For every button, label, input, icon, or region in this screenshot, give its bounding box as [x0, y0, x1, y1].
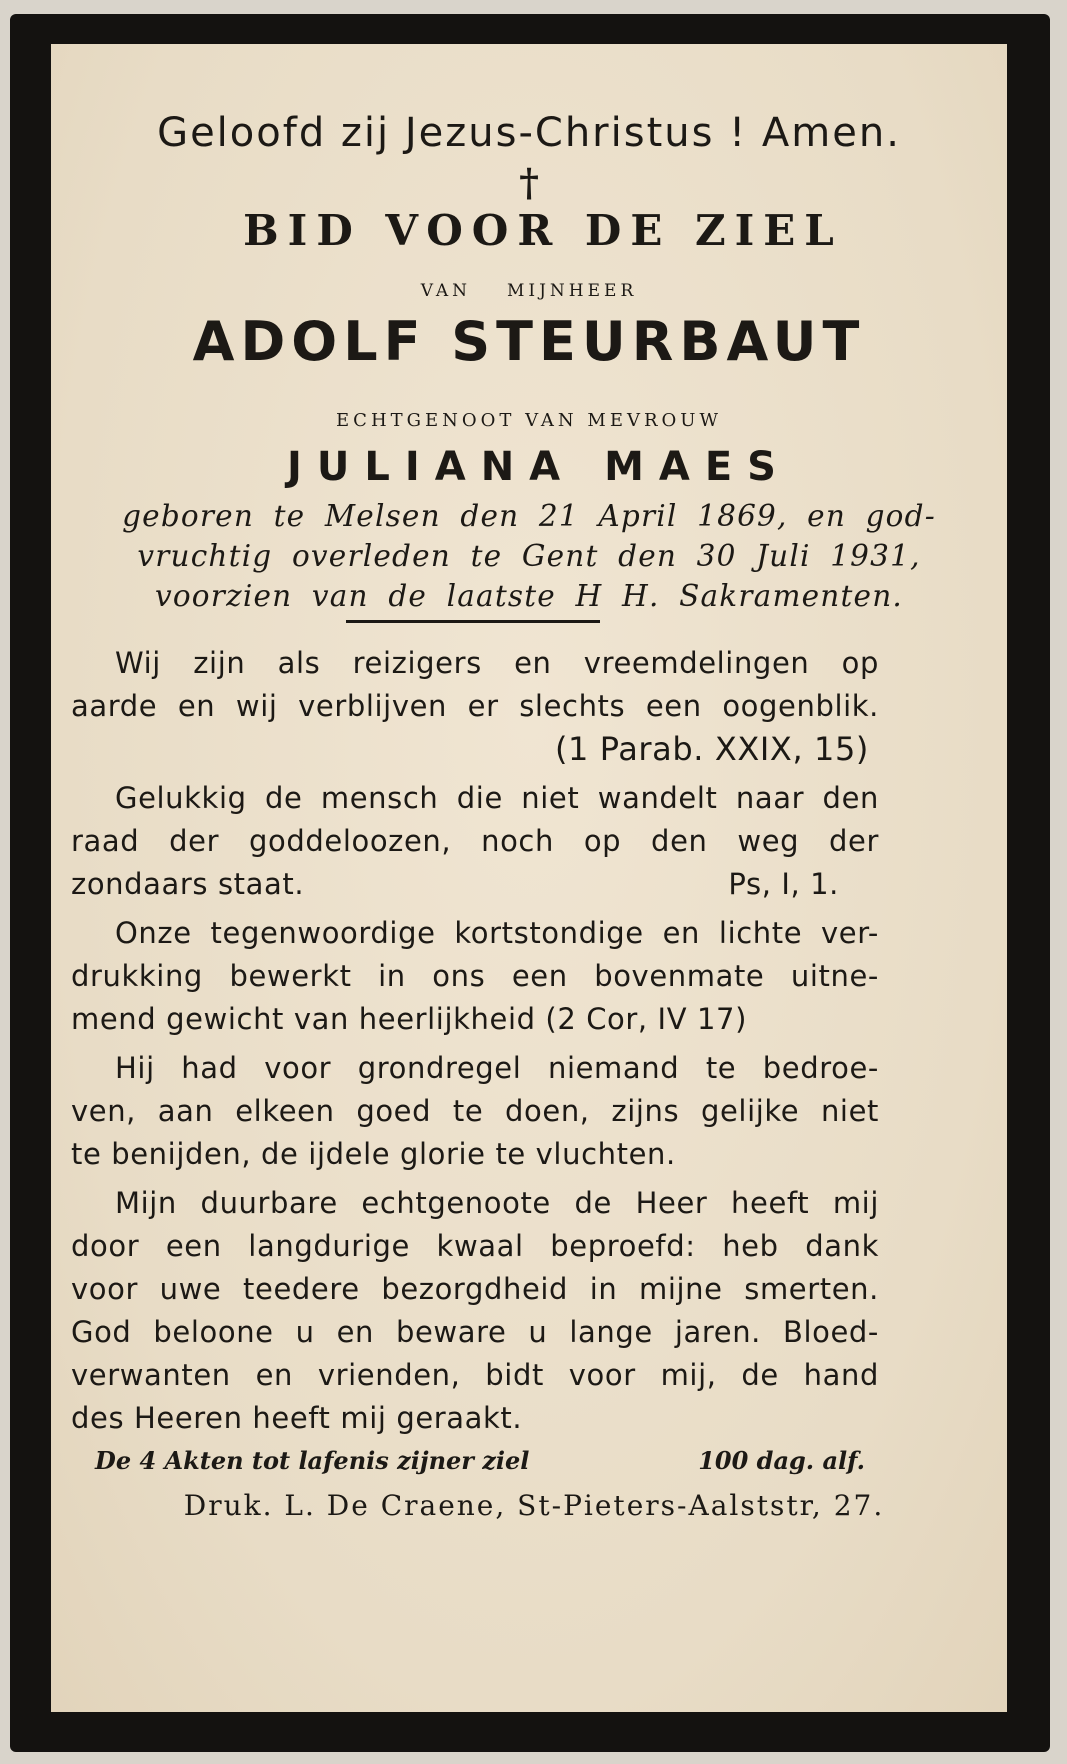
biography — [89, 496, 969, 616]
divider-rule — [346, 620, 600, 623]
text-line: voor uwe teedere bezorgdheid in mijne smerten. — [71, 1272, 879, 1306]
text-line: Gelukkig de mensch die niet wandelt naar den — [115, 781, 879, 815]
mister-label: MIJNHEER — [507, 281, 638, 301]
prayer-title: BID VOOR DE ZIEL — [243, 206, 843, 255]
cross-icon: † — [519, 160, 539, 205]
paragraph-2 — [71, 777, 879, 906]
bio-line: vruchtig overleden te Gent den 30 Juli 1931, — [137, 539, 921, 573]
text-line: te benijden, de ijdele glorie te vluchten. — [71, 1137, 676, 1171]
text-line: Onze tegenwoordige kortstondige en lichte ver- — [115, 916, 879, 950]
deceased-name: ADOLF STEURBAUT — [192, 310, 866, 373]
indulgence-text: De 4 Akten tot lafenis zijner ziel — [95, 1446, 530, 1475]
paragraph-3 — [71, 912, 879, 1041]
text-line: God beloone u en beware u lange jaren. Bloed- — [71, 1315, 879, 1349]
text-line: des Heeren heeft mij geraakt. — [71, 1401, 523, 1435]
text-line: mend gewicht van heerlijkheid (2 Cor, IV 17) — [71, 1002, 747, 1036]
text-line: drukking bewerkt in ons een bovenmate uitne- — [71, 959, 879, 993]
indulgence-days: 100 dag. alf. — [698, 1446, 865, 1475]
text-line: aarde en wij verblijven er slechts een oogenblik. — [71, 689, 879, 723]
citation: Ps, I, 1. — [728, 867, 839, 901]
text-line: Wij zijn als reizigers en vreemdelingen op — [115, 646, 879, 680]
paragraph-4 — [71, 1047, 879, 1176]
printer-imprint: Druk. L. De Craene, St-Pieters-Aalststr, 27. — [183, 1489, 885, 1522]
text-line: zondaars staat. — [71, 867, 305, 901]
indulgence-note — [95, 1446, 865, 1475]
text-line: raad der goddeloozen, noch op den weg der — [71, 824, 879, 858]
bio-line: geboren te Melsen den 21 April 1869, en god- — [122, 499, 936, 533]
text-line: ven, aan elkeen goed te doen, zijns gelijke niet — [71, 1094, 879, 1128]
of-label: VAN — [420, 281, 471, 301]
text-line-with-reference — [71, 863, 879, 906]
text-line: door een langdurige kwaal beproefd: heb dank — [71, 1229, 879, 1263]
paragraph-5 — [71, 1182, 879, 1440]
bio-line: voorzien van de laatste H H. Sakramenten. — [154, 579, 903, 613]
text-line: verwanten en vrienden, bidt voor mij, de hand — [71, 1358, 879, 1392]
paragraph-1 — [71, 642, 879, 771]
invocation-heading: Geloofd zij Jezus-Christus ! Amen. — [157, 110, 901, 156]
mourning-card — [51, 44, 1007, 1712]
body-text — [71, 642, 879, 1446]
of-mister-label — [51, 281, 1007, 301]
spouse-name: JULIANA MAES — [287, 444, 791, 490]
spouse-label: ECHTGENOOT VAN MEVROUW — [336, 410, 722, 431]
text-line: Mijn duurbare echtgenoote de Heer heeft mij — [115, 1186, 879, 1220]
text-line: Hij had voor grondregel niemand te bedroe- — [115, 1051, 879, 1085]
citation: (1 Parab. XXIX, 15) — [554, 730, 869, 768]
